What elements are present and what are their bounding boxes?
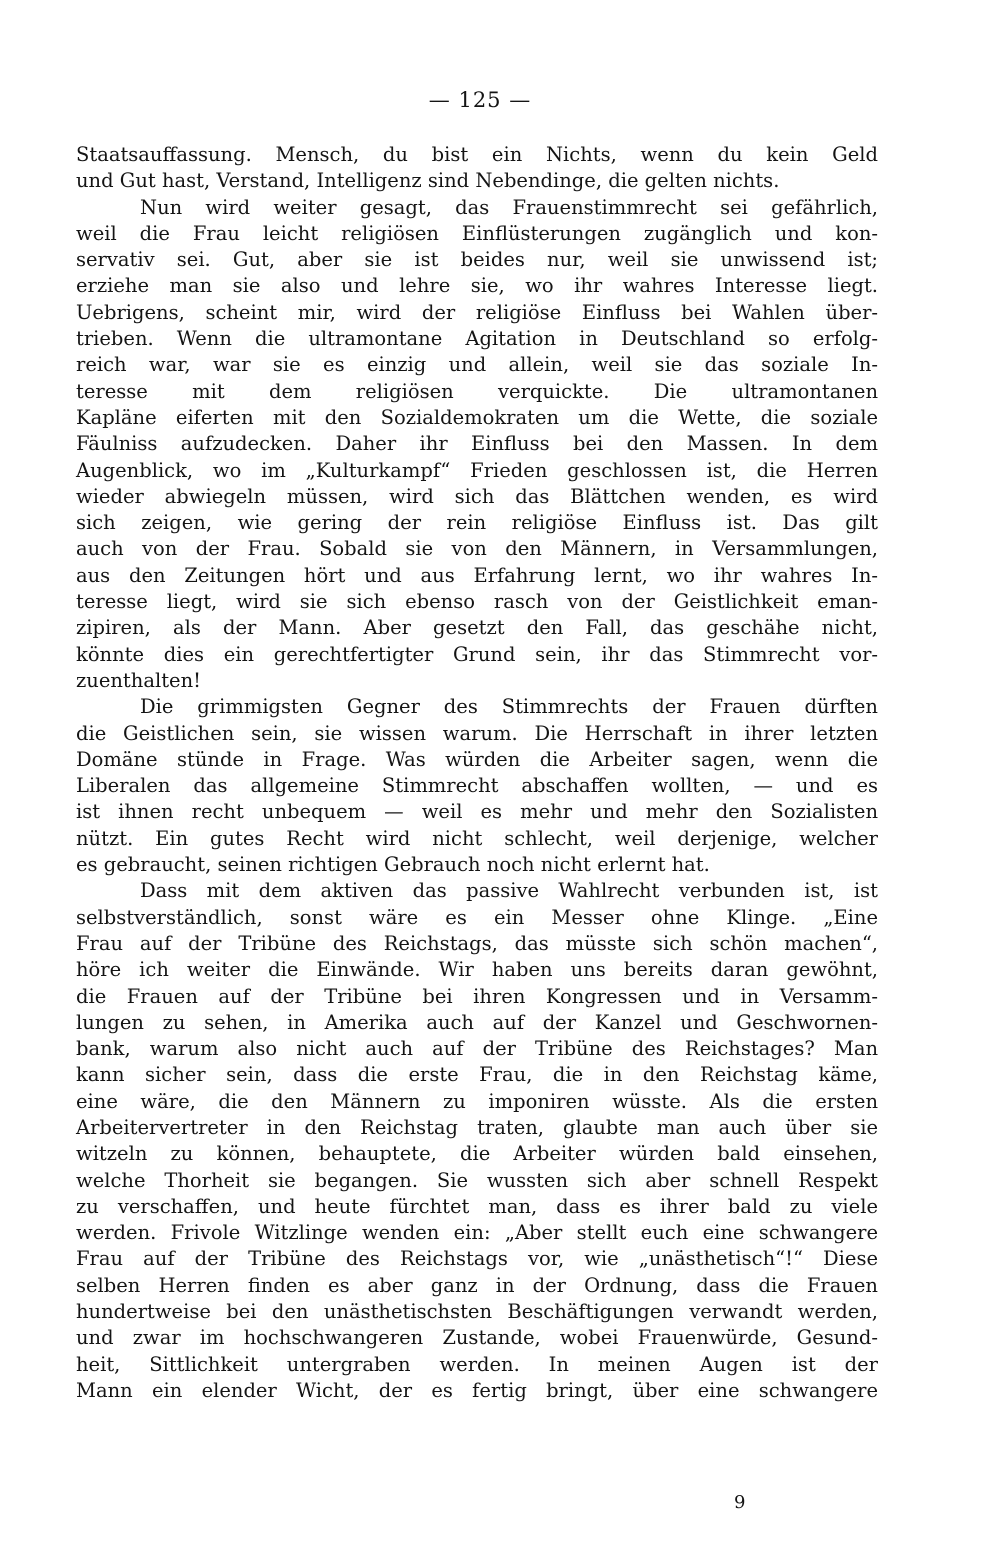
text-line: erziehe man sie also und lehre sie, wo ihr wahres Interesse liegt.	[76, 274, 878, 298]
text-line: Augenblick, wo im „Kulturkampf“ Frieden geschlossen ist, die Herren	[76, 458, 878, 482]
text-line: Staatsauffassung. Mensch, du bist ein Nichts, wenn du kein Geld	[76, 143, 878, 166]
text-line: Dass mit dem aktiven das passive Wahlrecht verbunden ist, ist	[140, 879, 878, 903]
text-line: weil die Frau leicht religiösen Einflüsterungen zugänglich und kon-	[76, 221, 878, 245]
text-line: Fäulniss aufzudecken. Daher ihr Einfluss bei den Massen. In dem	[76, 432, 878, 456]
text-line: witzeln zu können, behauptete, die Arbeiter würden bald einsehen,	[76, 1142, 878, 1166]
text-line: höre ich weiter die Einwände. Wir haben uns bereits daran gewöhnt,	[76, 958, 878, 982]
text-line: Domäne stünde in Frage. Was würden die Arbeiter sagen, wenn die	[76, 747, 878, 771]
text-line: und zwar im hochschwangeren Zustande, wobei Frauenwürde, Gesund-	[76, 1326, 878, 1350]
text-line: Kapläne eiferten mit den Sozialdemokraten um die Wette, die soziale	[76, 405, 878, 429]
text-line: teresse liegt, wird sie sich ebenso rasch von der Geistlichkeit eman-	[76, 590, 878, 614]
text-line: könnte dies ein gerechtfertigter Grund sein, ihr das Stimmrecht vor-	[76, 642, 878, 666]
text-line: nützt. Ein gutes Recht wird nicht schlecht, weil derjenige, welcher	[76, 826, 878, 850]
text-line: zu verschaffen, und heute fürchtet man, dass es ihrer bald zu viele	[76, 1194, 878, 1218]
text-line: Frau auf der Tribüne des Reichstags vor, wie „unästhetisch“!“ Diese	[76, 1247, 878, 1271]
signature-mark: 9	[734, 1492, 746, 1513]
text-line: Nun wird weiter gesagt, das Frauenstimmrecht sei gefährlich,	[140, 195, 878, 219]
text-line: aus den Zeitungen hört und aus Erfahrung lernt, wo ihr wahres In-	[76, 563, 878, 587]
text-line: trieben. Wenn die ultramontane Agitation in Deutschland so erfolg-	[76, 327, 878, 351]
text-line: Liberalen das allgemeine Stimmrecht abschaffen wollten, — und es	[76, 774, 878, 798]
text-line: heit, Sittlichkeit untergraben werden. In meinen Augen ist der	[76, 1352, 878, 1376]
text-line: ist ihnen recht unbequem — weil es mehr und mehr den Sozialisten	[76, 800, 878, 824]
text-line: werden. Frivole Witzlinge wenden ein: „Aber stellt euch eine schwangere	[76, 1221, 878, 1245]
text-line: teresse mit dem religiösen verquickte. Die ultramontanen	[76, 379, 878, 403]
text-line: selben Herren finden es aber ganz in der Ordnung, dass die Frauen	[76, 1273, 878, 1297]
page-number: — 125 —	[428, 88, 532, 112]
body-text	[76, 142, 878, 1404]
text-line: lungen zu sehen, in Amerika auch auf der Kanzel und Geschwornen-	[76, 1010, 878, 1034]
text-line: welche Thorheit sie begangen. Sie wussten sich aber schnell Respekt	[76, 1168, 878, 1192]
text-line: reich war, war sie es einzig und allein, weil sie das soziale In-	[76, 353, 878, 377]
text-line: kann sicher sein, dass die erste Frau, die in den Reichstag käme,	[76, 1063, 878, 1087]
text-line: servativ sei. Gut, aber sie ist beides nur, weil sie unwissend ist;	[76, 248, 878, 272]
text-line: Die grimmigsten Gegner des Stimmrechts der Frauen dürften	[140, 695, 878, 719]
text-line: auch von der Frau. Sobald sie von den Männern, in Versammlungen,	[76, 537, 878, 561]
text-line: und Gut hast, Verstand, Intelligenz sind Nebendinge, die gelten nichts.	[76, 169, 780, 193]
text-line: es gebraucht, seinen richtigen Gebrauch noch nicht erlernt hat.	[76, 853, 710, 877]
text-line: hundertweise bei den unästhetischsten Beschäftigungen verwandt werden,	[76, 1300, 878, 1324]
text-line: wieder abwiegeln müssen, wird sich das Blättchen wenden, es wird	[76, 484, 878, 508]
text-line: eine wäre, die den Männern zu imponiren wüsste. Als die ersten	[76, 1089, 878, 1113]
text-line: Frau auf der Tribüne des Reichstags, das müsste sich schön machen“,	[76, 931, 878, 955]
text-line: sich zeigen, wie gering der rein religiöse Einfluss ist. Das gilt	[76, 511, 878, 535]
text-line: die Geistlichen sein, sie wissen warum. Die Herrschaft in ihrer letzten	[76, 721, 878, 745]
text-line: bank, warum also nicht auch auf der Tribüne des Reichstages? Man	[76, 1037, 878, 1061]
text-line: zuenthalten!	[76, 668, 201, 692]
text-line: Mann ein elender Wicht, der es fertig bringt, über eine schwangere	[76, 1378, 878, 1402]
text-line: Uebrigens, scheint mir, wird der religiöse Einfluss bei Wahlen über-	[76, 300, 878, 324]
text-line: Arbeitervertreter in den Reichstag traten, glaubte man auch über sie	[76, 1115, 878, 1139]
text-line: die Frauen auf der Tribüne bei ihren Kongressen und in Versamm-	[76, 984, 878, 1008]
text-line: zipiren, als der Mann. Aber gesetzt den Fall, das geschähe nicht,	[76, 616, 878, 640]
text-line: selbstverständlich, sonst wäre es ein Messer ohne Klinge. „Eine	[76, 905, 878, 929]
